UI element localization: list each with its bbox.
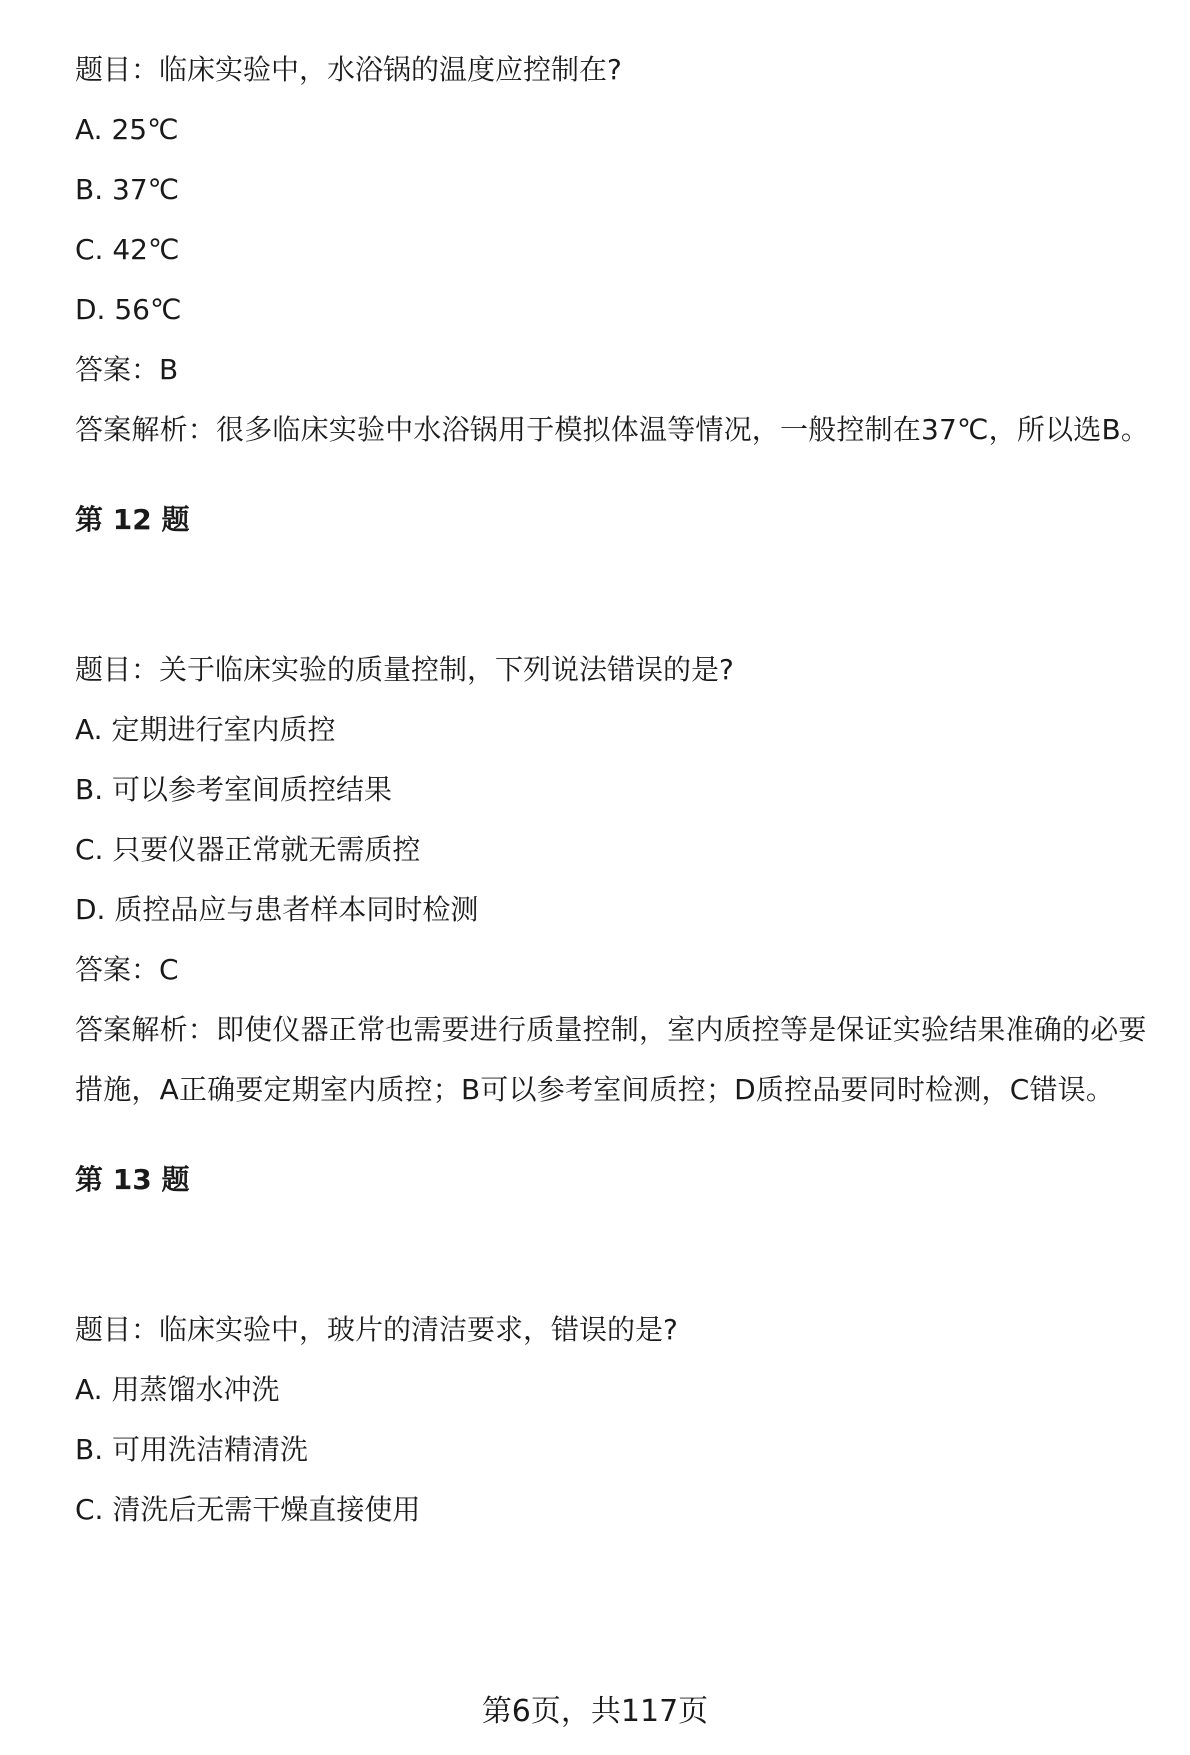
option-c: C. 42℃ xyxy=(75,233,180,266)
option-a: A. 用蒸馏水冲洗 xyxy=(75,1373,280,1406)
option-b: B. 可以参考室间质控结果 xyxy=(75,773,393,806)
option-b: B. 37℃ xyxy=(75,173,180,206)
option-a: A. 定期进行室内质控 xyxy=(75,713,336,746)
question-heading-12: 第 12 题 xyxy=(75,503,190,536)
question-prompt: 题目：临床实验中，水浴锅的温度应控制在? xyxy=(75,53,622,86)
option-c: C. 清洗后无需干燥直接使用 xyxy=(75,1493,421,1526)
question-prompt: 题目：临床实验中，玻片的清洁要求，错误的是? xyxy=(75,1313,678,1346)
question-prompt: 题目：关于临床实验的质量控制，下列说法错误的是? xyxy=(75,653,734,686)
option-d: D. 56℃ xyxy=(75,293,182,326)
question-heading-13: 第 13 题 xyxy=(75,1163,190,1196)
option-d: D. 质控品应与患者样本同时检测 xyxy=(75,893,479,926)
option-b: B. 可用洗洁精清洗 xyxy=(75,1433,309,1466)
question-13 xyxy=(75,1300,1165,1540)
answer: 答案：C xyxy=(75,953,179,986)
answer-explanation: 答案解析：即使仪器正常也需要进行质量控制，室内质控等是保证实验结果准确的必要措施，A正确要定期室内质控；B可以参考室间质控；D质控品要同时检测，C错误。 xyxy=(75,1013,1147,1106)
option-c: C. 只要仪器正常就无需质控 xyxy=(75,833,421,866)
option-a: A. 25℃ xyxy=(75,113,179,146)
answer-explanation: 答案解析：很多临床实验中水浴锅用于模拟体温等情况，一般控制在37℃，所以选B。 xyxy=(75,413,1150,446)
document-page xyxy=(75,40,1165,1540)
page-number-footer: 第6页，共117页 xyxy=(481,1694,709,1729)
question-11 xyxy=(75,40,1165,460)
answer: 答案：B xyxy=(75,353,179,386)
question-12 xyxy=(75,640,1165,1120)
